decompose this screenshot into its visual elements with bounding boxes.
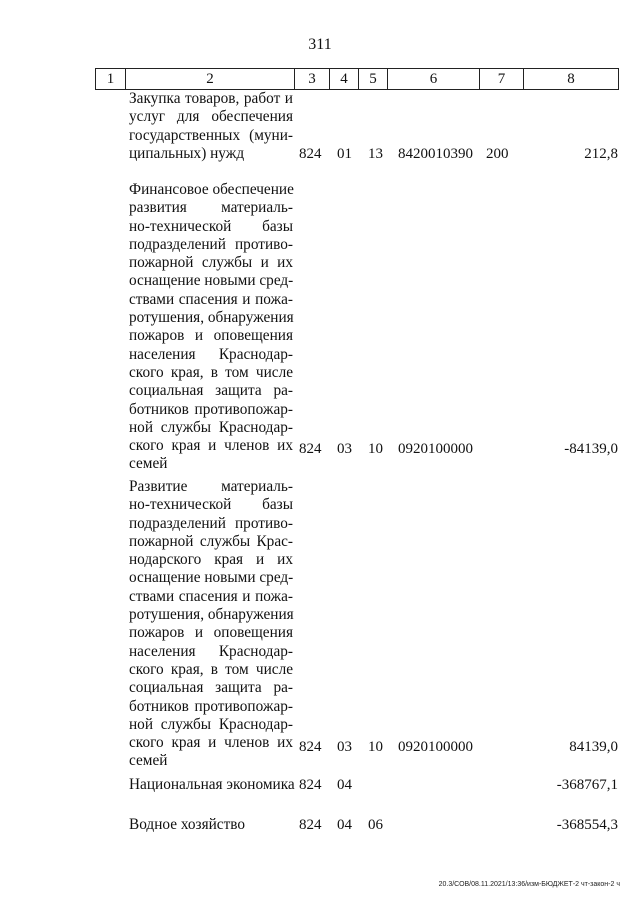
cell-section: 04 bbox=[337, 777, 352, 793]
column-header-3: 3 bbox=[295, 69, 330, 89]
row-description bbox=[129, 816, 293, 834]
cell-ministry: 824 bbox=[299, 146, 322, 162]
description-line: пожарной службы Крас- bbox=[129, 532, 293, 550]
description-line: ского края и членов их bbox=[129, 437, 293, 455]
description-line: социальная защита ра- bbox=[129, 382, 293, 400]
column-header-6: 6 bbox=[388, 69, 480, 89]
page-number: 311 bbox=[308, 36, 332, 53]
cell-amount: 84139,0 bbox=[569, 739, 618, 755]
description-line: услуг для обеспечения bbox=[129, 108, 293, 126]
cell-subsection: 10 bbox=[368, 441, 383, 457]
description-line: ского края, в том числе bbox=[129, 363, 293, 381]
description-line: развития материаль- bbox=[129, 199, 293, 217]
cell-expense-type: 200 bbox=[486, 146, 509, 162]
description-line: ной службы Краснодар- bbox=[129, 715, 293, 733]
description-line: пожарной службы и их bbox=[129, 254, 293, 272]
cell-ministry: 824 bbox=[299, 777, 322, 793]
description-line: ротушения, обнаружения bbox=[129, 606, 294, 624]
column-header-2: 2 bbox=[126, 69, 295, 89]
column-header-7: 7 bbox=[480, 69, 524, 89]
description-line: Водное хозяйство bbox=[129, 816, 246, 833]
description-line: ботников противопожар- bbox=[129, 400, 293, 418]
description-line: ствами спасения и пожа- bbox=[129, 290, 293, 308]
description-line: но-технической базы bbox=[129, 496, 293, 514]
description-line: но-технической базы bbox=[129, 217, 293, 235]
description-line: подразделений противо- bbox=[129, 235, 293, 253]
table-header bbox=[95, 68, 619, 90]
row-description bbox=[129, 776, 299, 794]
cell-subsection: 13 bbox=[368, 146, 383, 162]
column-header-1: 1 bbox=[96, 69, 126, 89]
description-line: ципальных) нужд bbox=[129, 144, 245, 162]
cell-section: 01 bbox=[337, 146, 352, 162]
cell-subsection: 10 bbox=[368, 739, 383, 755]
cell-amount: -84139,0 bbox=[564, 441, 618, 457]
row-description bbox=[129, 90, 293, 163]
description-line: оснащение новыми сред- bbox=[129, 272, 294, 290]
description-line: подразделений противо- bbox=[129, 514, 293, 532]
cell-amount: -368554,3 bbox=[556, 817, 618, 833]
description-line: населения Краснодар- bbox=[129, 345, 293, 363]
cell-amount: -368767,1 bbox=[556, 777, 618, 793]
description-line: Развитие материаль- bbox=[129, 478, 293, 495]
cell-target-article: 8420010390 bbox=[398, 146, 473, 162]
description-line: государственных (муни- bbox=[129, 126, 293, 144]
description-line: ротушения, обнаружения bbox=[129, 309, 294, 327]
column-header-8: 8 bbox=[567, 71, 575, 87]
cell-section: 03 bbox=[337, 441, 352, 457]
column-header-4: 4 bbox=[330, 69, 359, 89]
cell-amount: 212,8 bbox=[584, 146, 618, 162]
cell-target-article: 0920100000 bbox=[398, 441, 473, 457]
cell-ministry: 824 bbox=[299, 739, 322, 755]
cell-ministry: 824 bbox=[299, 817, 322, 833]
description-line: социальная защита ра- bbox=[129, 679, 293, 697]
description-line: нодарского края и их bbox=[129, 551, 293, 569]
cell-target-article: 0920100000 bbox=[398, 739, 473, 755]
row-description bbox=[129, 478, 293, 771]
description-line: Национальная экономика bbox=[129, 776, 295, 793]
description-line: ной службы Краснодар- bbox=[129, 418, 293, 436]
description-line: оснащение новыми сред- bbox=[129, 569, 294, 587]
description-line: Финансовое обеспечение bbox=[129, 181, 294, 198]
description-line: ствами спасения и пожа- bbox=[129, 587, 293, 605]
description-line: семей bbox=[129, 752, 168, 770]
description-line: пожаров и оповещения bbox=[129, 327, 293, 345]
cell-subsection: 06 bbox=[368, 817, 383, 833]
document-footer-code: 20.3/СОВ/08.11.2021/13:36/изм-БЮДЖЕТ-2 чт-закон-2 ч bbox=[438, 881, 620, 888]
description-line: ского края, в том числе bbox=[129, 660, 293, 678]
column-header-5: 5 bbox=[359, 69, 388, 89]
description-line: семей bbox=[129, 455, 168, 473]
description-line: ботников противопожар- bbox=[129, 697, 293, 715]
cell-section: 03 bbox=[337, 739, 352, 755]
description-line: населения Краснодар- bbox=[129, 642, 293, 660]
row-description bbox=[129, 181, 293, 474]
cell-ministry: 824 bbox=[299, 441, 322, 457]
description-line: ского края и членов их bbox=[129, 734, 293, 752]
description-line: пожаров и оповещения bbox=[129, 624, 293, 642]
description-line: Закупка товаров, работ и bbox=[129, 90, 293, 107]
cell-section: 04 bbox=[337, 817, 352, 833]
